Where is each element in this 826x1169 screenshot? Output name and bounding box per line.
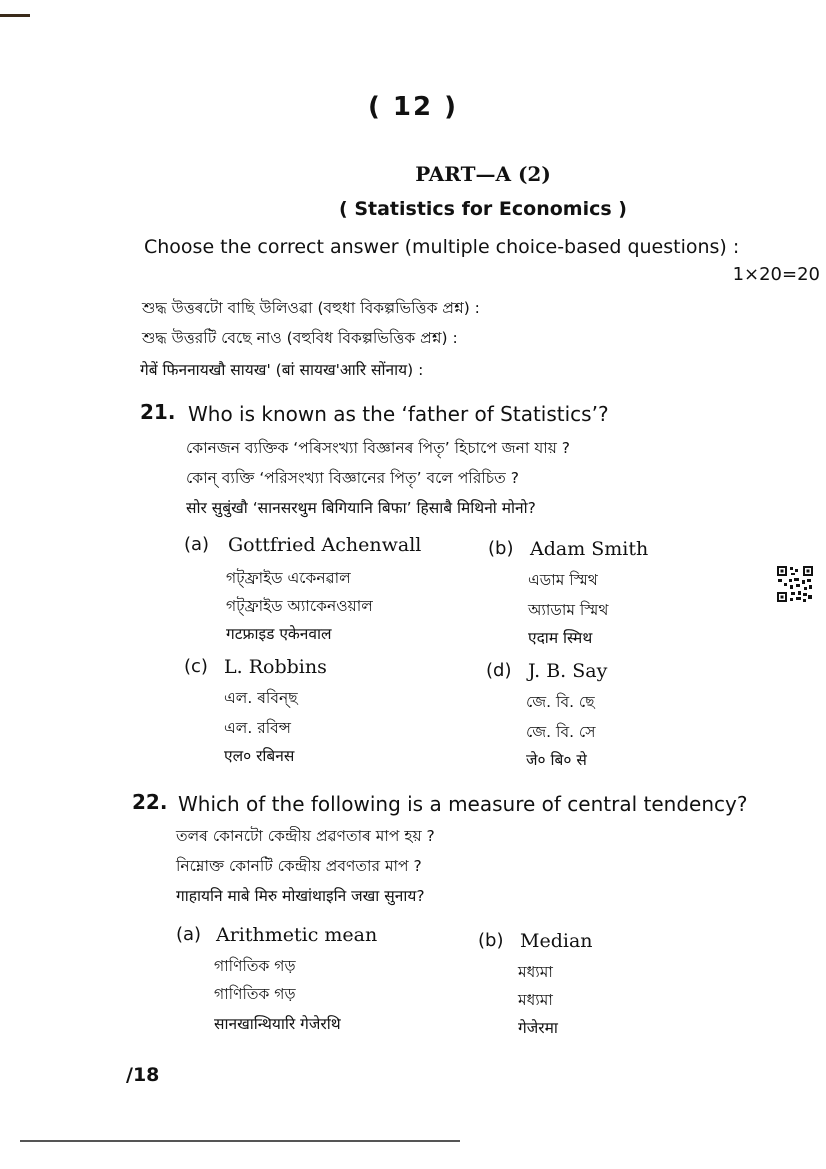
paper-code: /18 <box>126 1064 160 1086</box>
question-text-bodo: गाहायनि माबे मिरु मोखांथाइनि जखा सुनाय? <box>176 887 425 905</box>
option-text-bodo: गटफ्राइड एकेनवाल <box>226 625 332 643</box>
question-text-english: Who is known as the ‘father of Statistics’? <box>188 402 609 426</box>
option-label: (a) <box>184 534 210 555</box>
option-text-bodo: सानखान्थियारि गेजेरथि <box>214 1015 341 1033</box>
question-text-bengali: কোন্ ব্যক্তি ‘পরিসংখ্যা বিজ্ঞানের পিতৃ’ বলে পরিচিত ? <box>186 469 519 487</box>
option-text-assamese: মধ্যমা <box>518 963 553 981</box>
part-subtitle: ( Statistics for Economics ) <box>339 198 627 220</box>
option-text-assamese: জে. বি. ছে <box>526 693 595 711</box>
option-text-bengali: গট্‌ফ্রাইড অ্যাকেনওয়াল <box>226 597 373 615</box>
option-text-english: J. B. Say <box>528 660 608 682</box>
option-text-english: L. Robbins <box>224 656 327 678</box>
option-text-bodo: गेजेरमा <box>518 1019 558 1037</box>
option-text-bengali: মধ্যমা <box>518 991 553 1009</box>
question-text-bodo: सोर सुबुंखौ ‘सानसरथुम बिगियानि बिफा’ हिसाबै मिथिनो मोनो? <box>186 499 536 517</box>
option-text-bengali: অ্যাডাম স্মিথ <box>528 601 609 619</box>
scan-mark <box>0 14 30 17</box>
part-title: PART—A (2) <box>415 162 551 186</box>
divider <box>20 1140 460 1142</box>
option-label: (b) <box>478 930 504 951</box>
option-text-bengali: এল. রবিন্স <box>224 719 291 737</box>
option-text-bengali: জে. বি. সে <box>526 723 596 741</box>
marks-allocation: 1×20=20 <box>732 264 820 285</box>
option-text-assamese: এডাম স্মিথ <box>528 571 598 589</box>
option-text-english: Gottfried Achenwall <box>228 534 422 556</box>
option-label: (b) <box>488 538 514 559</box>
instruction-english: Choose the correct answer (multiple choice-based questions) : <box>144 236 740 258</box>
option-text-assamese: এল. ৰবিন্‌ছ <box>224 689 298 707</box>
option-text-english: Median <box>520 930 593 952</box>
question-number: 21. <box>140 400 176 424</box>
option-text-assamese: গট্‌ফ্ৰাইড একেনৱাল <box>226 569 351 587</box>
instruction-assamese: শুদ্ধ উত্তৰটো বাছি উলিওৱা (বহুধা বিকল্পভিত্তিক প্ৰশ্ন) : <box>142 299 480 317</box>
option-text-english: Adam Smith <box>530 538 649 560</box>
option-label: (a) <box>176 924 202 945</box>
question-text-bengali: নিম্নোক্ত কোনটি কেন্দ্রীয় প্রবণতার মাপ ? <box>176 857 422 875</box>
question-text-assamese: কোনজন ব্যক্তিক ‘পৰিসংখ্যা বিজ্ঞানৰ পিতৃ’ হিচাপে জনা যায় ? <box>186 439 571 457</box>
option-text-bodo: एल० रबिनस <box>224 747 295 765</box>
question-text-assamese: তলৰ কোনটো কেন্দ্ৰীয় প্ৰৱণতাৰ মাপ হয় ? <box>176 827 435 845</box>
option-label: (c) <box>184 656 208 677</box>
option-text-bodo: एदाम स्मिथ <box>528 629 593 647</box>
question-text-english: Which of the following is a measure of central tendency? <box>178 792 748 816</box>
instruction-bengali: শুদ্ধ উত্তরটি বেছে নাও (বহুবিধ বিকল্পভিত্তিক প্রশ্ন) : <box>142 329 458 347</box>
question-number: 22. <box>132 790 168 814</box>
page-number: ( 12 ) <box>367 92 459 122</box>
instruction-bodo: गेबें फिननायखौ सायख' (बां सायख'आरि सोंनाय) : <box>140 361 424 379</box>
option-text-english: Arithmetic mean <box>216 924 378 946</box>
option-text-bodo: जे० बि० से <box>526 751 587 769</box>
option-text-bengali: গাণিতিক গড় <box>214 985 296 1003</box>
qr-code <box>776 565 814 603</box>
option-label: (d) <box>486 660 512 681</box>
option-text-assamese: গাণিতিক গড় <box>214 957 296 975</box>
